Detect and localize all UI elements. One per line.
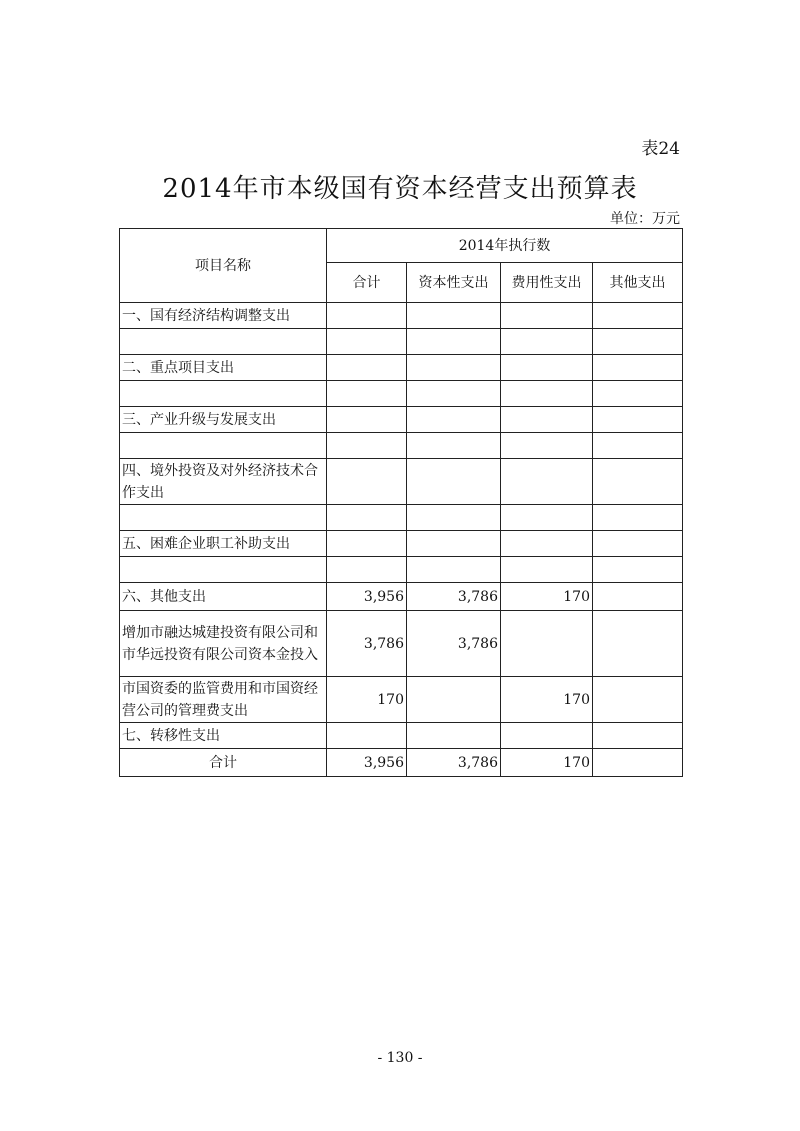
row-other [593, 381, 683, 407]
total-capital: 3,786 [407, 749, 501, 777]
row-other [593, 531, 683, 557]
total-total: 3,956 [327, 749, 407, 777]
row-name: 五、困难企业职工补助支出 [120, 531, 327, 557]
table-row [120, 381, 683, 407]
row-total [327, 355, 407, 381]
row-capital [407, 723, 501, 749]
total-other [593, 749, 683, 777]
row-other [593, 433, 683, 459]
row-name [120, 557, 327, 583]
row-expense [501, 505, 593, 531]
row-name [120, 381, 327, 407]
row-name: 六、其他支出 [120, 583, 327, 611]
row-name: 三、产业升级与发展支出 [120, 407, 327, 433]
row-capital: 3,786 [407, 583, 501, 611]
table-row [120, 303, 683, 329]
table-row [120, 531, 683, 557]
table-row [120, 723, 683, 749]
row-expense [501, 723, 593, 749]
row-total [327, 329, 407, 355]
row-name [120, 433, 327, 459]
row-capital [407, 355, 501, 381]
row-name [120, 329, 327, 355]
row-expense [501, 557, 593, 583]
row-total [327, 433, 407, 459]
row-expense [501, 303, 593, 329]
row-total: 3,956 [327, 583, 407, 611]
row-name: 二、重点项目支出 [120, 355, 327, 381]
row-capital [407, 557, 501, 583]
row-capital [407, 505, 501, 531]
row-capital [407, 329, 501, 355]
row-total [327, 303, 407, 329]
row-name: 七、转移性支出 [120, 723, 327, 749]
table-number: 表24 [641, 139, 680, 159]
row-total [327, 381, 407, 407]
total-label: 合计 [120, 749, 327, 777]
row-total [327, 407, 407, 433]
header-expense: 费用性支出 [501, 263, 593, 303]
row-other [593, 611, 683, 677]
row-other [593, 505, 683, 531]
table-row [120, 677, 683, 723]
row-expense: 170 [501, 677, 593, 723]
table-row [120, 459, 683, 505]
row-capital [407, 303, 501, 329]
row-capital [407, 677, 501, 723]
row-expense [501, 407, 593, 433]
row-other [593, 355, 683, 381]
row-capital [407, 407, 501, 433]
table-row [120, 407, 683, 433]
total-row [120, 749, 683, 777]
row-expense [501, 433, 593, 459]
page-number: - 130 - [377, 1050, 423, 1066]
unit-note: 单位：万元 [610, 211, 680, 227]
header-other: 其他支出 [593, 263, 683, 303]
row-other [593, 459, 683, 505]
row-name: 四、境外投资及对外经济技术合作支出 [120, 459, 327, 505]
row-other [593, 677, 683, 723]
row-capital [407, 531, 501, 557]
table-row [120, 329, 683, 355]
row-capital [407, 381, 501, 407]
table-row [120, 433, 683, 459]
table-row [120, 557, 683, 583]
row-name [120, 505, 327, 531]
table-row [120, 355, 683, 381]
row-other [593, 557, 683, 583]
row-total [327, 557, 407, 583]
row-other [593, 723, 683, 749]
total-expense: 170 [501, 749, 593, 777]
row-name: 市国资委的监管费用和市国资经营公司的管理费支出 [120, 677, 327, 723]
row-other [593, 407, 683, 433]
row-expense: 170 [501, 583, 593, 611]
row-name: 增加市融达城建投资有限公司和市华远投资有限公司资本金投入 [120, 611, 327, 677]
row-capital: 3,786 [407, 611, 501, 677]
row-expense [501, 531, 593, 557]
row-total [327, 531, 407, 557]
row-expense [501, 381, 593, 407]
header-capital: 资本性支出 [407, 263, 501, 303]
header-total: 合计 [327, 263, 407, 303]
table-row [120, 583, 683, 611]
header-item-name: 项目名称 [120, 229, 327, 303]
row-other [593, 329, 683, 355]
row-capital [407, 433, 501, 459]
row-total: 3,786 [327, 611, 407, 677]
row-name: 一、国有经济结构调整支出 [120, 303, 327, 329]
row-expense [501, 329, 593, 355]
row-total [327, 505, 407, 531]
table-row [120, 505, 683, 531]
row-total [327, 723, 407, 749]
row-total [327, 459, 407, 505]
table-row [120, 611, 683, 677]
row-expense [501, 355, 593, 381]
document-title: 2014年市本级国有资本经营支出预算表 [162, 174, 638, 204]
header-execution: 2014年执行数 [327, 229, 683, 263]
row-other [593, 583, 683, 611]
row-other [593, 303, 683, 329]
row-expense [501, 459, 593, 505]
row-total: 170 [327, 677, 407, 723]
row-capital [407, 459, 501, 505]
budget-table [119, 228, 683, 777]
row-expense [501, 611, 593, 677]
